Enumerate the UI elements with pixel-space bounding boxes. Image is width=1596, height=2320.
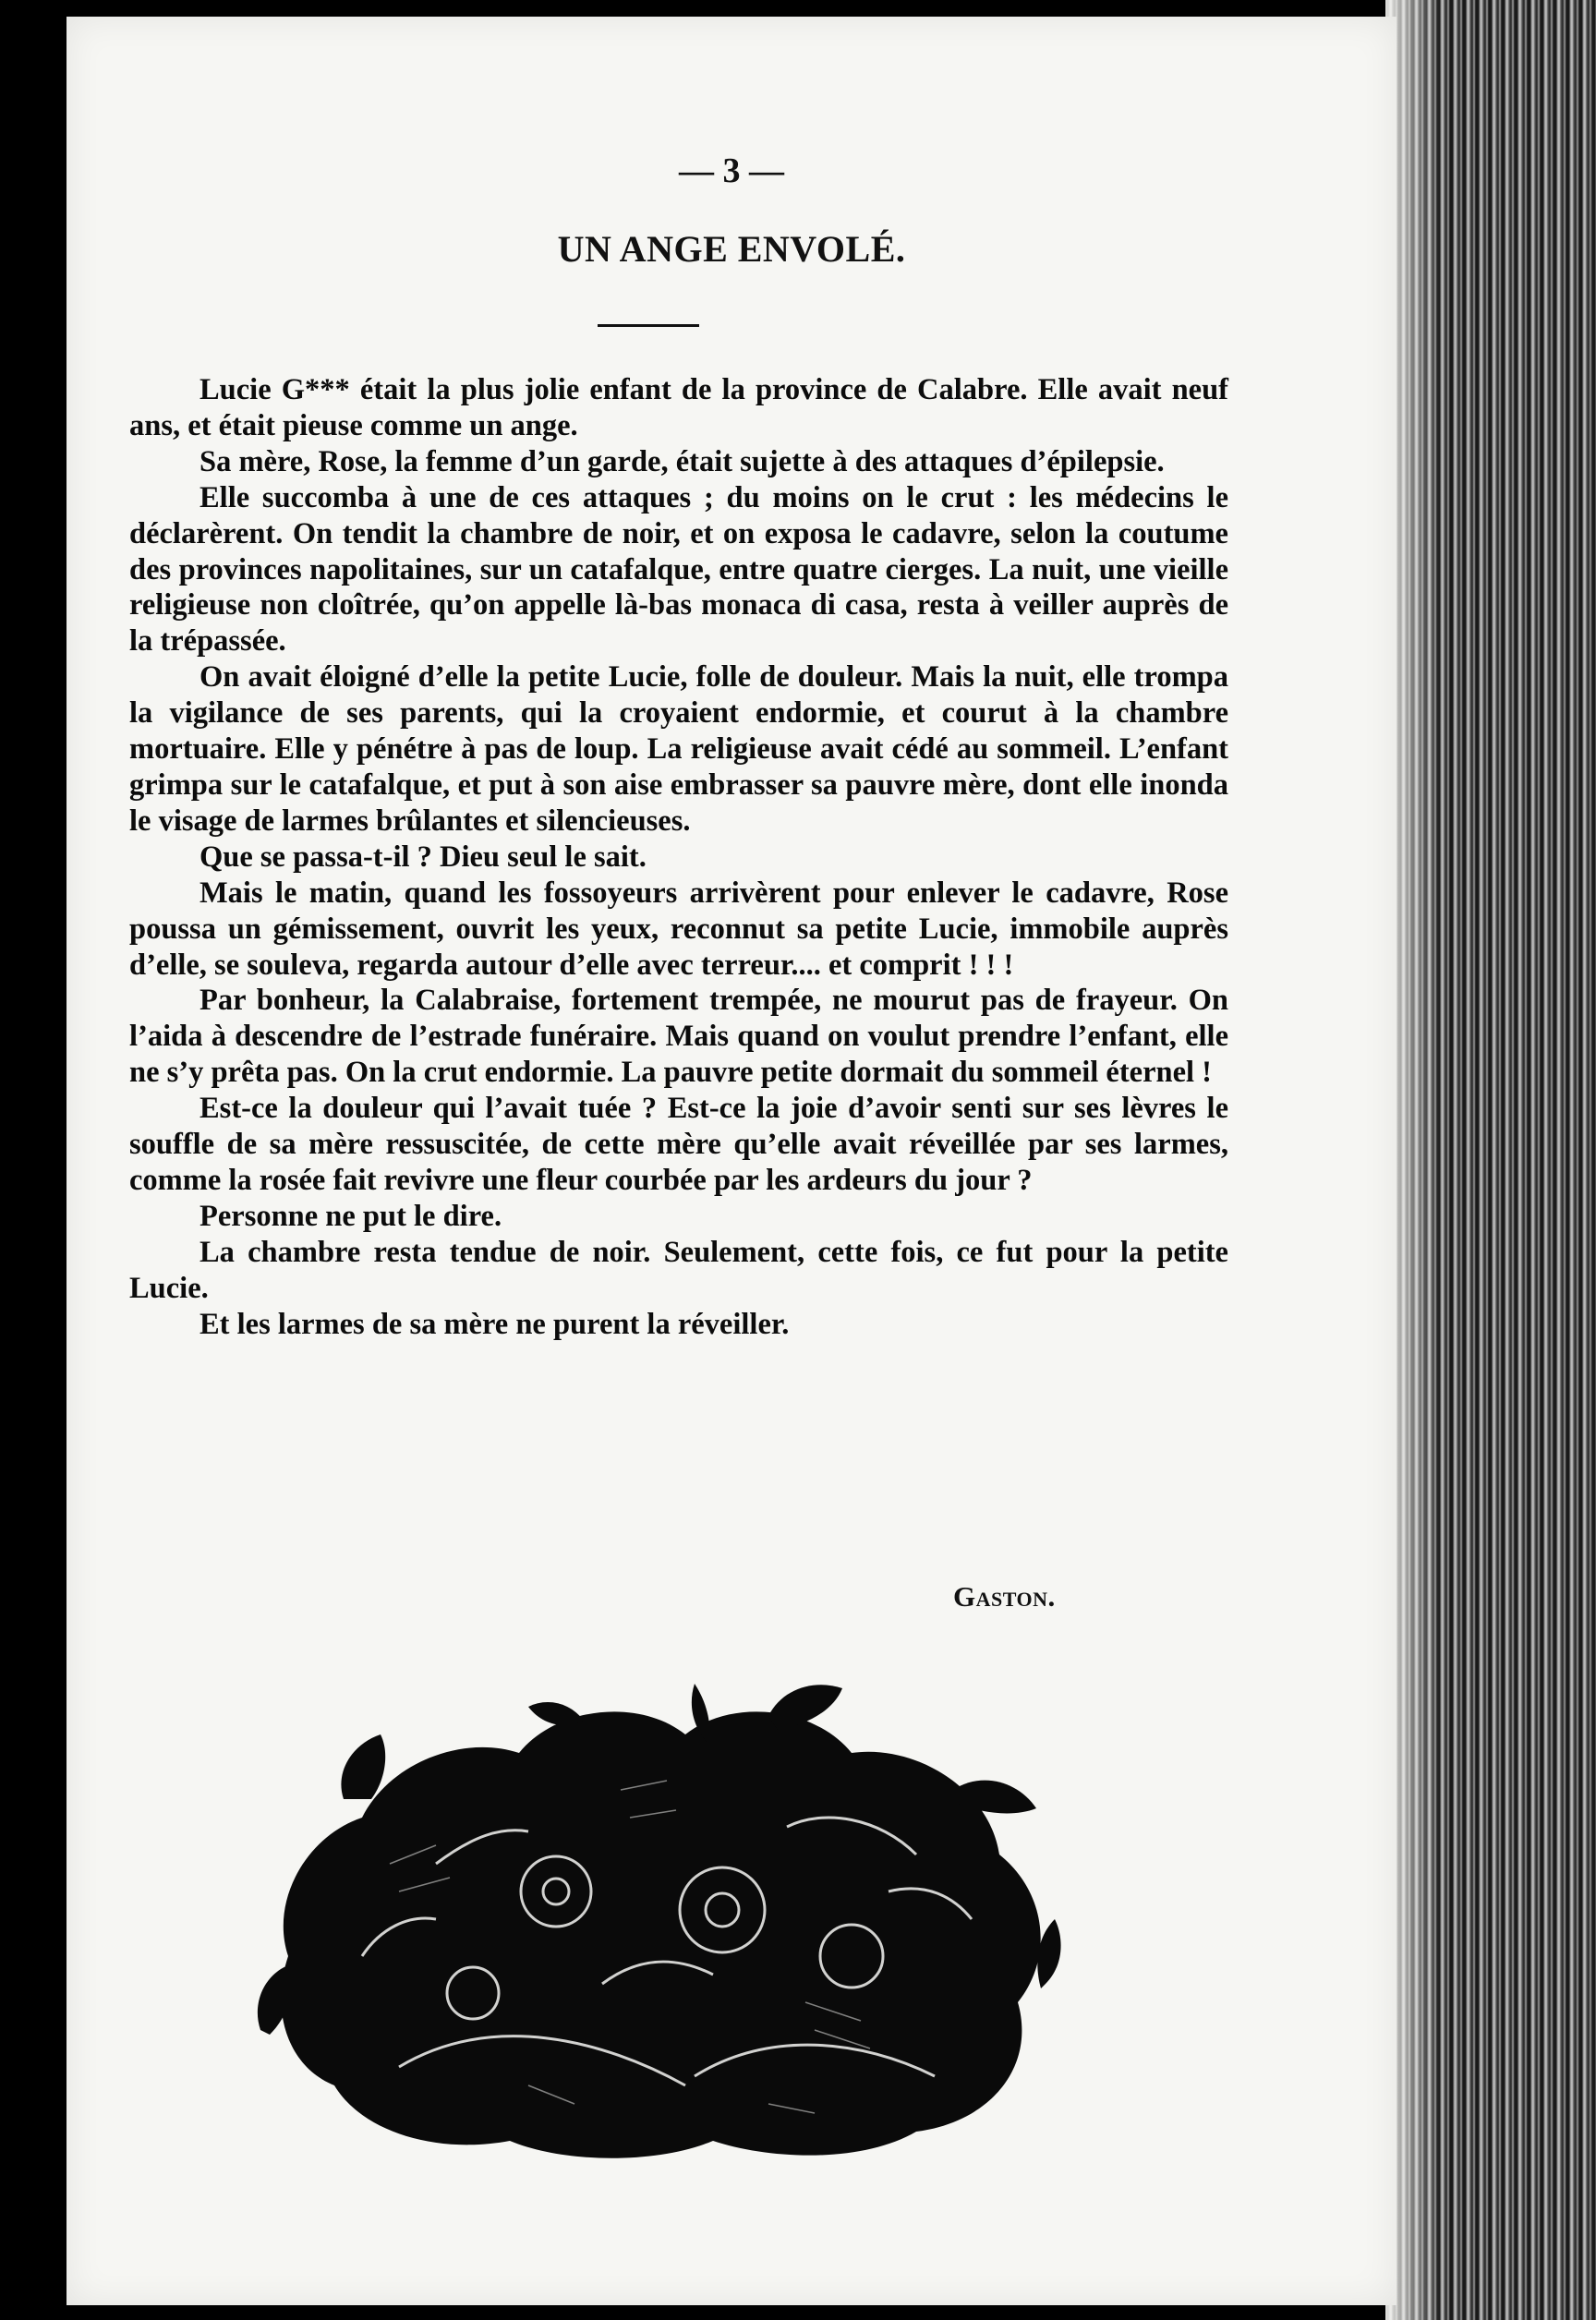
paragraph: Lucie G*** était la plus jolie enfant de la province de Calabre. Elle avait neuf ans, et était pieuse comme un ange. [129,373,1228,442]
paragraph: Personne ne put le dire. [200,1199,502,1233]
title-divider [598,324,699,327]
paragraph: On avait éloigné d’elle la petite Lucie, folle de douleur. Mais la nuit, elle trompa la vigilance de ses parents, qui la croyaient endormie, et courut à la chambre mortuaire. Elle y pénétre à pas de loup. La religieuse avait cédé au sommeil. L’enfant grimpa sur le catafalque, et put à son aise embrasser sa pauvre mère, dont elle inonda le visage de larmes brûlantes et silencieuses. [129,660,1228,838]
paragraph: La chambre resta tendue de noir. Seulement, cette fois, ce fut pour la petite Lucie. [129,1235,1228,1305]
floral-vignette-illustration [251,1679,1064,2169]
paragraph: Que se passa-t-il ? Dieu seul le sait. [200,840,647,874]
paragraph: Par bonheur, la Calabraise, fortement trempée, ne mourut pas de frayeur. On l’aida à descendre de l’estrade funéraire. Mais quand on voulut prendre l’enfant, elle ne s’y prêta pas. On la crut endormie. La pauvre petite dormait du sommeil éternel ! [129,984,1228,1090]
article-title: UN ANGE ENVOLÉ. [557,228,906,270]
page-number: — 3 — [679,151,784,190]
paragraph: Elle succomba à une de ces attaques ; du moins on le crut : les médecins le déclarèrent. On tendit la chambre de noir, et on exposa le cadavre, selon la coutume des provinces napolitaines, sur un catafalque, entre quatre cierges. La nuit, une vieille religieuse non cloîtrée, qu’on appelle là-bas monaca di casa, resta à veiller auprès de la trépassée. [129,480,1228,659]
paragraph: Est-ce la douleur qui l’avait tuée ? Est-ce la joie d’avoir senti sur ses lèvres le souffle de sa mère ressuscitée, de cette mère qu’elle avait réveillée par ses larmes, comme la rosée fait revivre une fleur courbée par les ardeurs du jour ? [129,1092,1228,1197]
paragraph: Mais le matin, quand les fossoyeurs arrivèrent pour enlever le cadavre, Rose poussa un gémissement, ouvrit les yeux, reconnut sa petite Lucie, immobile auprès d’elle, se souleva, regarda autour d’elle avec terreur.... et comprit ! ! ! [129,876,1228,982]
page-edge-stack [1385,0,1596,2320]
author-signature: Gaston. [953,1580,1056,1613]
page-sheet [66,17,1396,2305]
paragraph: Et les larmes de sa mère ne purent la réveiller. [200,1307,790,1341]
paragraph: Sa mère, Rose, la femme d’un garde, était sujette à des attaques d’épilepsie. [200,444,1165,478]
article-body [129,372,1228,1342]
